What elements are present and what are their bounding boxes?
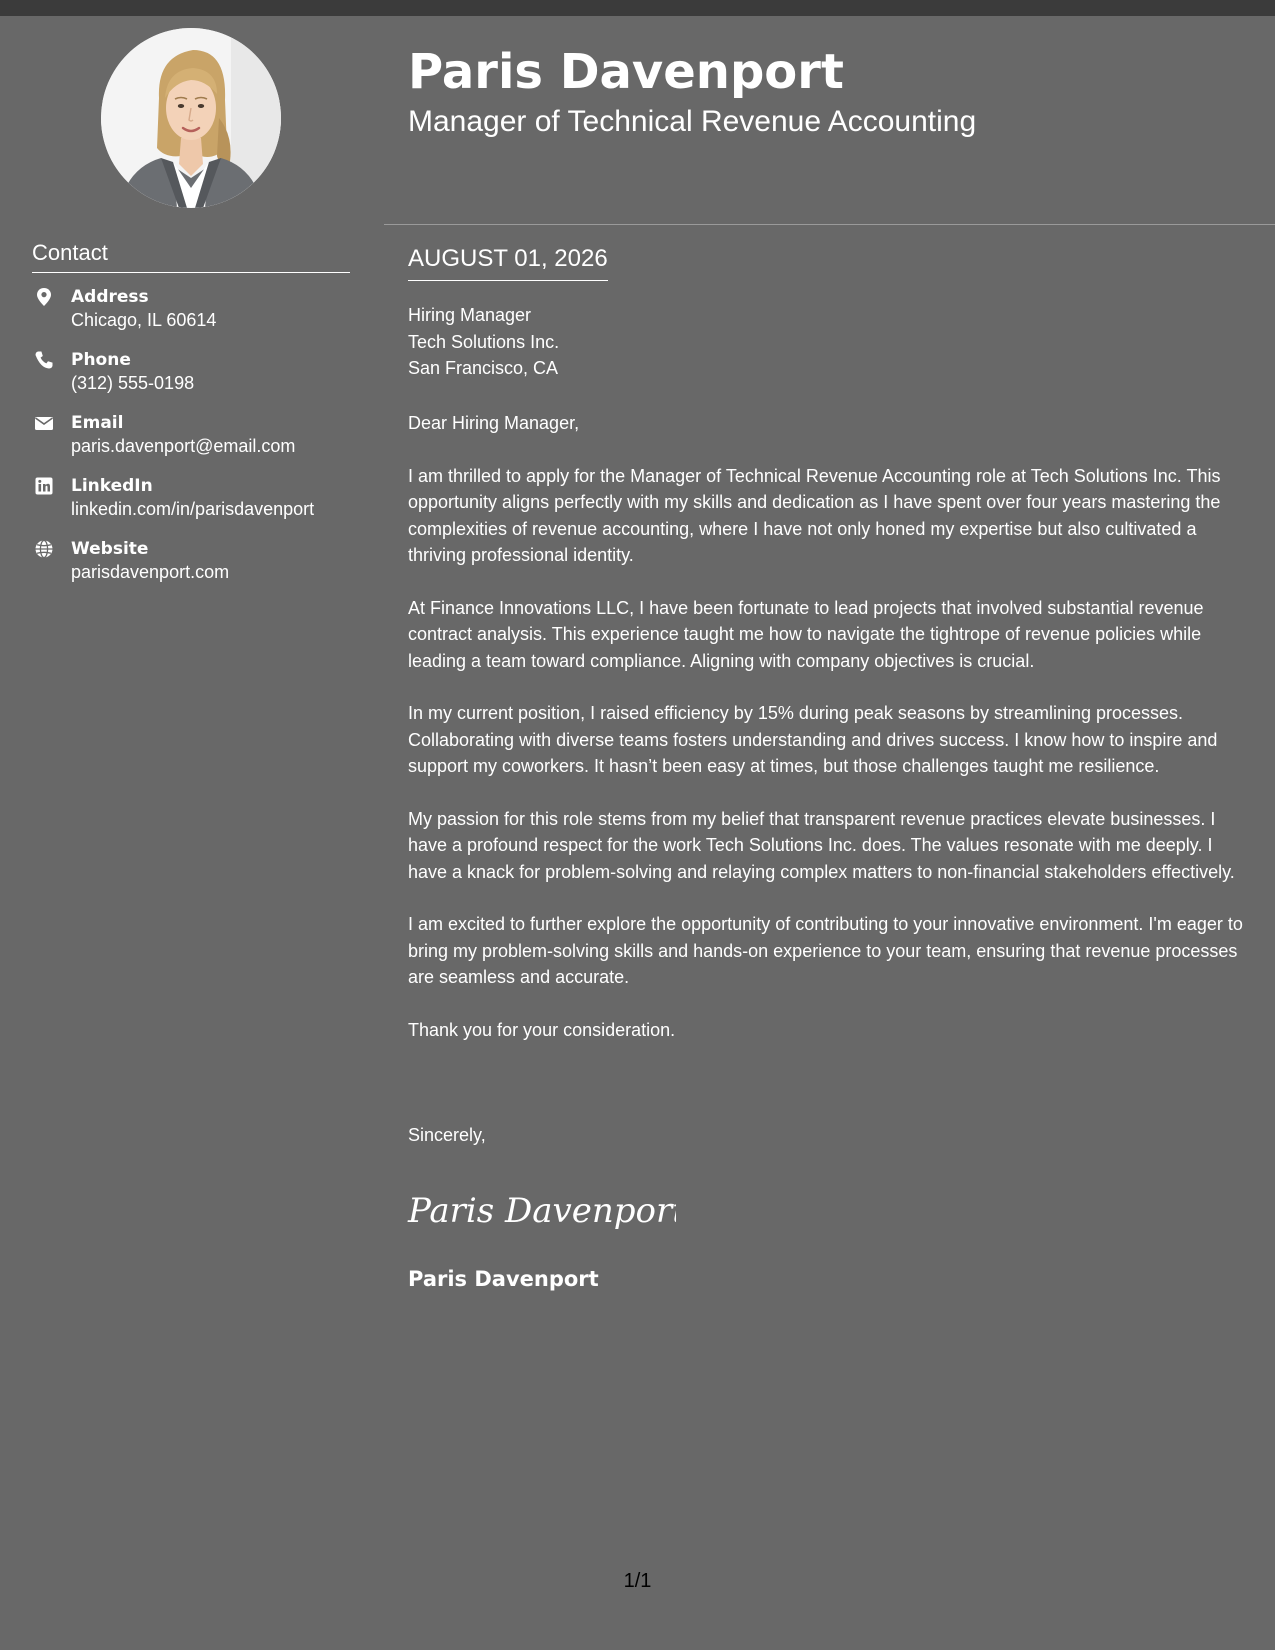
profile-photo: [101, 28, 281, 208]
linkedin-value[interactable]: linkedin.com/in/parisdavenport: [71, 499, 315, 519]
body-paragraph: I am thrilled to apply for the Manager of Technical Revenue Accounting role at Tech Solutions Inc. This opportunity aligns perfectly with my skills and dedication as I have spent over four years mastering the complexities of revenue accounting, where I have not only honed my expertise but also cultivated a thriving professional identity.: [408, 465, 1221, 565]
handwritten-signature: [406, 1180, 676, 1236]
location-pin-icon: [34, 287, 54, 307]
website-value[interactable]: parisdavenport.com: [71, 562, 230, 582]
contact-list: [32, 286, 362, 601]
top-bar: [0, 0, 1275, 16]
body-paragraph: At Finance Innovations LLC, I have been fortunate to lead projects that involved substantial revenue contract analysis. This experience taught me how to navigate the tightrope of revenue policies while leading a team toward compliance. Aligning with company objectives is crucial.: [408, 597, 1204, 671]
phone-icon: [34, 350, 54, 370]
body-paragraph: Thank you for your consideration.: [408, 1019, 676, 1040]
recipient-block: [408, 302, 559, 382]
contact-label: Address: [71, 287, 149, 307]
email-value[interactable]: paris.davenport@email.com: [71, 436, 296, 456]
job-title: Manager of Technical Revenue Accounting: [408, 105, 977, 138]
body-paragraph: My passion for this role stems from my belief that transparent revenue practices elevate businesses. I have a profound respect for the work Tech Solutions Inc. does. The values resonate with me deeply. I have a knack for problem-solving and relaying complex matters to non-financial stakeholders effectively.: [408, 808, 1235, 882]
linkedin-icon: [34, 476, 54, 496]
address-value: Chicago, IL 60614: [71, 310, 217, 330]
globe-icon: [34, 539, 54, 559]
letter-body: [408, 410, 1248, 1069]
contact-label: Website: [71, 539, 149, 559]
candidate-name: Paris Davenport: [408, 44, 844, 100]
contact-phone: [32, 349, 362, 412]
contact-linkedin: [32, 475, 362, 538]
phone-value[interactable]: (312) 555-0198: [71, 373, 195, 393]
page-number: 1/1: [623, 1570, 652, 1592]
contact-website: [32, 538, 362, 601]
body-paragraph: I am excited to further explore the opportunity of contributing to your innovative environment. I'm eager to bring my problem-solving skills and hands-on experience to your team, ensuring that revenue processes are seamless and accurate.: [408, 914, 1243, 987]
recipient-line: Tech Solutions Inc.: [408, 331, 560, 352]
contact-label: Phone: [71, 350, 131, 370]
signer-name: Paris Davenport: [408, 1267, 599, 1291]
contact-email: [32, 412, 362, 475]
contact-label: LinkedIn: [71, 476, 153, 496]
contact-address: [32, 286, 362, 349]
recipient-line: Hiring Manager: [408, 305, 532, 325]
closing: Sincerely,: [408, 1125, 486, 1145]
letter-date: AUGUST 01, 2026: [408, 244, 608, 281]
salutation: Dear Hiring Manager,: [408, 413, 580, 433]
contact-heading: Contact: [32, 240, 350, 273]
recipient-line: San Francisco, CA: [408, 358, 559, 378]
contact-label: Email: [71, 413, 124, 433]
body-paragraph: In my current position, I raised efficiency by 15% during peak seasons by streamlining processes. Collaborating with diverse teams fosters understanding and drives success. I know how to inspire and support my coworkers. It hasn’t been easy at times, but those challenges taught me resilience.: [408, 703, 1218, 776]
header-divider: [384, 224, 1275, 225]
envelope-icon: [34, 413, 54, 433]
signature-text: Paris Davenport: [408, 1191, 676, 1231]
